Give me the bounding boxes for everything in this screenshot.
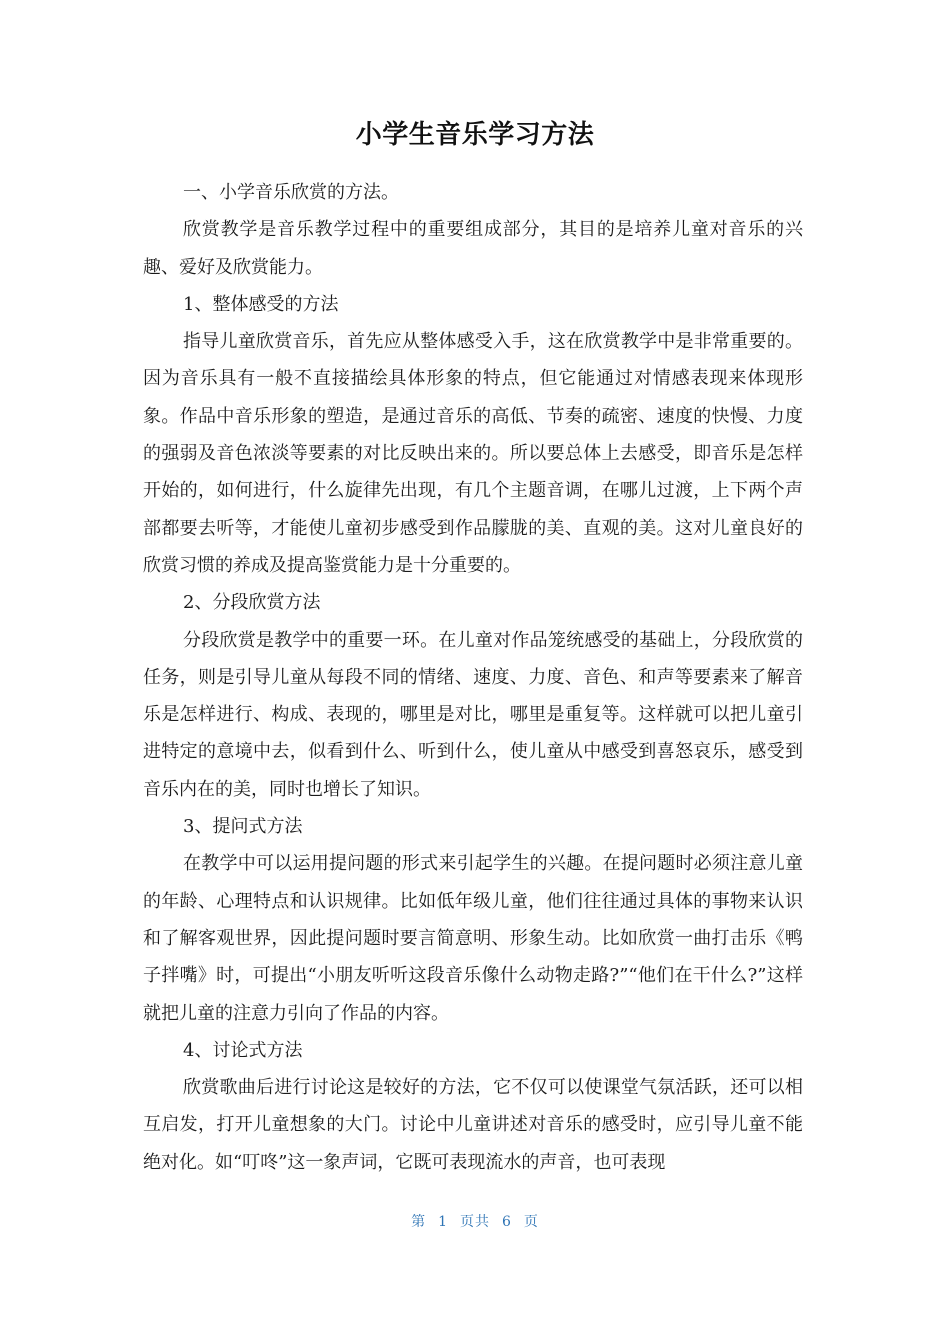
intro-paragraph: 欣赏教学是音乐教学过程中的重要组成部分，其目的是培养儿童对音乐的兴趣、爱好及欣赏能力。 xyxy=(143,219,803,278)
subheading-segmented: 2、分段欣赏方法 xyxy=(183,592,321,614)
subheading-questioning: 3、提问式方法 xyxy=(183,816,303,838)
paragraph-whole-perception: 指导儿童欣赏音乐，首先应从整体感受入手，这在欣赏教学中是非常重要的。因为音乐具有一般不直接描绘具体形象的特点，但它能通过对情感表现来体现形象。作品中音乐形象的塑造，是通过音乐的高低、节奏的疏密、速度的快慢、力度的强弱及音色浓淡等要素的对比反映出来的。所以要总体上去感受，即音乐是怎样开始的，如何进行，什么旋律先出现，有几个主题音调，在哪儿过渡，上下两个声部都要去听等，才能使儿童初步感受到作品朦胧的美、直观的美。这对儿童良好的欣赏习惯的养成及提高鉴赏能力是十分重要的。 xyxy=(143,331,803,576)
paragraph-discussion: 欣赏歌曲后进行讨论这是较好的方法，它不仅可以使课堂气氛活跃，还可以相互启发，打开儿童想象的大门。讨论中儿童讲述对音乐的感受时，应引导儿童不能绝对化。如“叮咚”这一象声词，它既可表现流水的声音，也可表现 xyxy=(143,1077,803,1173)
footer-label-ye-gong: 页共 xyxy=(460,1214,490,1230)
footer-label-di: 第 xyxy=(411,1214,427,1230)
document-title: 小学生音乐学习方法 xyxy=(355,120,595,150)
subheading-discussion: 4、讨论式方法 xyxy=(183,1039,303,1061)
subheading-whole-perception: 1、整体感受的方法 xyxy=(183,293,339,315)
document-body xyxy=(143,174,803,1181)
paragraph-questioning: 在教学中可以运用提问题的形式来引起学生的兴趣。在提问题时必须注意儿童的年龄、心理特点和认识规律。比如低年级儿童，他们往往通过具体的事物来认识和了解客观世界，因此提问题时要言简意明、形象生动。比如欣赏一曲打击乐《鸭子拌嘴》时，可提出“小朋友听听这段音乐像什么动物走路?”“他们在干什么?”这样就把儿童的注意力引向了作品的内容。 xyxy=(143,853,803,1024)
section-heading-1: 一、小学音乐欣赏的方法。 xyxy=(183,182,399,203)
footer-total-pages: 6 xyxy=(502,1214,512,1230)
footer-label-ye: 页 xyxy=(523,1214,539,1230)
footer-page-number: 1 xyxy=(438,1214,448,1230)
paragraph-segmented: 分段欣赏是教学中的重要一环。在儿童对作品笼统感受的基础上，分段欣赏的任务，则是引导儿童从每段不同的情绪、速度、力度、音色、和声等要素来了解音乐是怎样进行、构成、表现的，哪里是对比，哪里是重复等。这样就可以把儿童引进特定的意境中去，似看到什么、听到什么，使儿童从中感受到喜怒哀乐，感受到音乐内在的美，同时也增长了知识。 xyxy=(143,629,803,800)
page-footer xyxy=(0,1212,950,1232)
